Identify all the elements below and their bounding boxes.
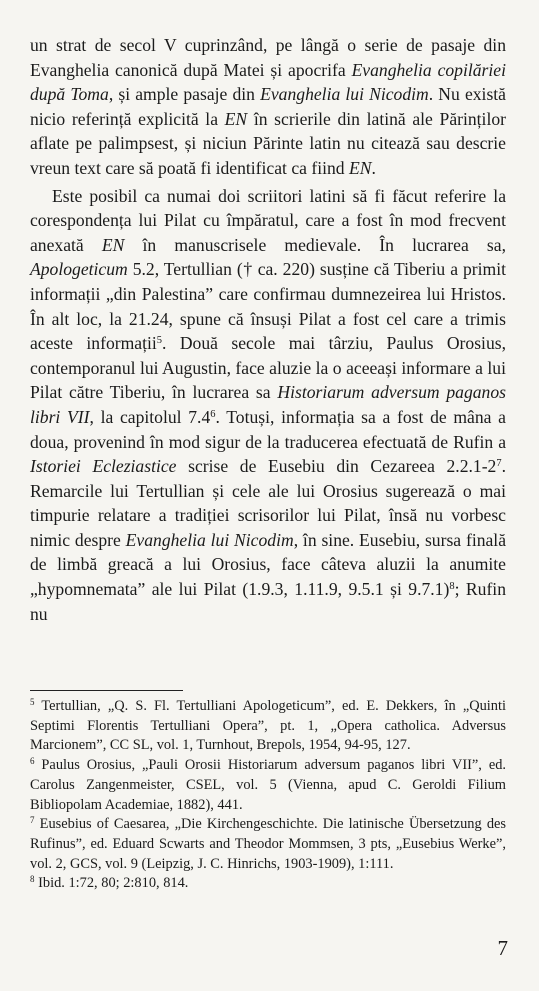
footnote-ref: 5 — [156, 335, 163, 347]
italic-text: Evanghelia lui Nicodim — [260, 84, 429, 105]
italic-text: EN — [224, 108, 248, 129]
footnote-text: Eusebius of Caesarea, „Die Kirchengeschichte. Die latinische Übersetzung des Rufinus”, ed. Eduard Scwarts and Theodor Mommsen, 3 pts, „Eusebius Werke”, vol. 2, GCS, vol. 9 (Leipzig, J. C. Hinrichs, 1903-1909), 1:111. — [30, 816, 506, 872]
text-run: . — [371, 157, 376, 178]
page-number: 7 — [497, 936, 508, 960]
italic-text: Evanghelia copilăriei după Toma — [30, 59, 506, 105]
footnote — [30, 874, 506, 894]
paragraph — [30, 33, 506, 181]
footnote-number: 7 — [30, 815, 35, 826]
italic-text: EN — [348, 157, 372, 178]
footnote-text: Tertullian, „Q. S. Fl. Tertulliani Apologeticum”, ed. E. Dekkers, în „Quinti Septimi Florentis Tertulliani Opera”, pt. 1, „Opera catholica. Adversus Marcionem”, CC SL, vol. 1, Turnhout, Brepols, 1954, 94-95, 127. — [30, 698, 506, 754]
text-run: . Remarcile lui Tertullian și cele ale lui Orosius sugerează o mai timpurie relatare a tradiției scrisorilor lui Pilat, însă nu vorbesc nimic despre — [30, 456, 507, 550]
footnote-ref: 7 — [496, 458, 502, 470]
footnote-text: Paulus Orosius, „Pauli Orosii Historiarum adversum paganos libri VII”, ed. Carolus Zangenmeister, CSEL, vol. 5 (Vienna, apud C. Geroldi Filium Bibliopolam Academiae, 1882), 441. — [30, 757, 506, 813]
paragraph — [30, 184, 506, 627]
text-run: . Două secole mai târziu, Paulus Orosius, contemporanul lui Augustin, face aluzie la o aceeași informare a lui Pilat către Tiberiu, în lucrarea sa — [30, 333, 506, 403]
italic-text: Historiarum adversum paganos libri VII — [30, 382, 506, 427]
text-run: un strat de secol V cuprinzând, pe lângă o serie de pasaje din Evanghelia canonică după Matei și apocrifa — [30, 35, 506, 80]
footnote-ref: 8 — [449, 581, 455, 593]
italic-text: Istoriei Ecleziastice — [30, 456, 177, 477]
italic-text: Evanghelia lui Nicodim — [125, 529, 294, 550]
main-text — [30, 33, 506, 626]
text-run: în scrierile din latină ale Părinților aflate pe palimpsest, și niciun Părinte latin nu citează sau descrie vreun text care să poată fi identificat ca fiind — [30, 108, 506, 178]
footnote — [30, 756, 506, 815]
text-run: în manuscrisele medievale. În lucrarea sa, — [124, 234, 506, 255]
italic-text: EN — [101, 234, 125, 255]
footnote — [30, 697, 506, 756]
text-run: scrise de Eusebiu din Cezareea 2.2.1-2 — [176, 456, 497, 477]
footnotes — [30, 697, 506, 894]
text-run: , și ample pasaje din — [108, 84, 261, 105]
footnote-number: 8 — [30, 874, 35, 885]
text-run: ; Rufin nu — [30, 579, 506, 624]
italic-text: Apologeticum — [30, 259, 128, 280]
text-run: Este posibil ca numai doi scriitori latini să fi făcut referire la corespondența lui Pilat cu împăratul, care a fost în mod frecvent anexată — [30, 185, 506, 255]
text-run: . Totuși, informația sa a fost de mâna a doua, provenind în mod sigur de la traducerea efectuată de Rufin a — [30, 406, 506, 452]
footnote-text: Ibid. 1:72, 80; 2:810, 814. — [34, 875, 189, 892]
text-run: , în sine. Eusebiu, sursa finală de limbă greacă a lui Orosius, face câteva aluzii la anumite „hypomnemata” ale lui Pilat (1.9.3, 1.11.9, 9.5.1 și 9.7.1) — [30, 529, 507, 600]
text-run: , la capitolul 7.4 — [89, 406, 211, 427]
text-run: 5.2, Tertullian († ca. 220) susține că Tiberiu a primit informații „din Palestina” care confirmau dumnezeirea lui Hristos. În alt loc, la 21.24, spune că însuși Pilat a fost cel care a trimis aceste informații — [30, 259, 506, 354]
text-run: . Nu există nicio referință explicită la — [30, 84, 506, 129]
footnote-number: 5 — [30, 697, 35, 707]
footnote-separator — [30, 690, 183, 691]
footnote — [30, 815, 506, 874]
footnote-ref: 6 — [210, 408, 216, 420]
footnote-number: 6 — [30, 756, 35, 767]
